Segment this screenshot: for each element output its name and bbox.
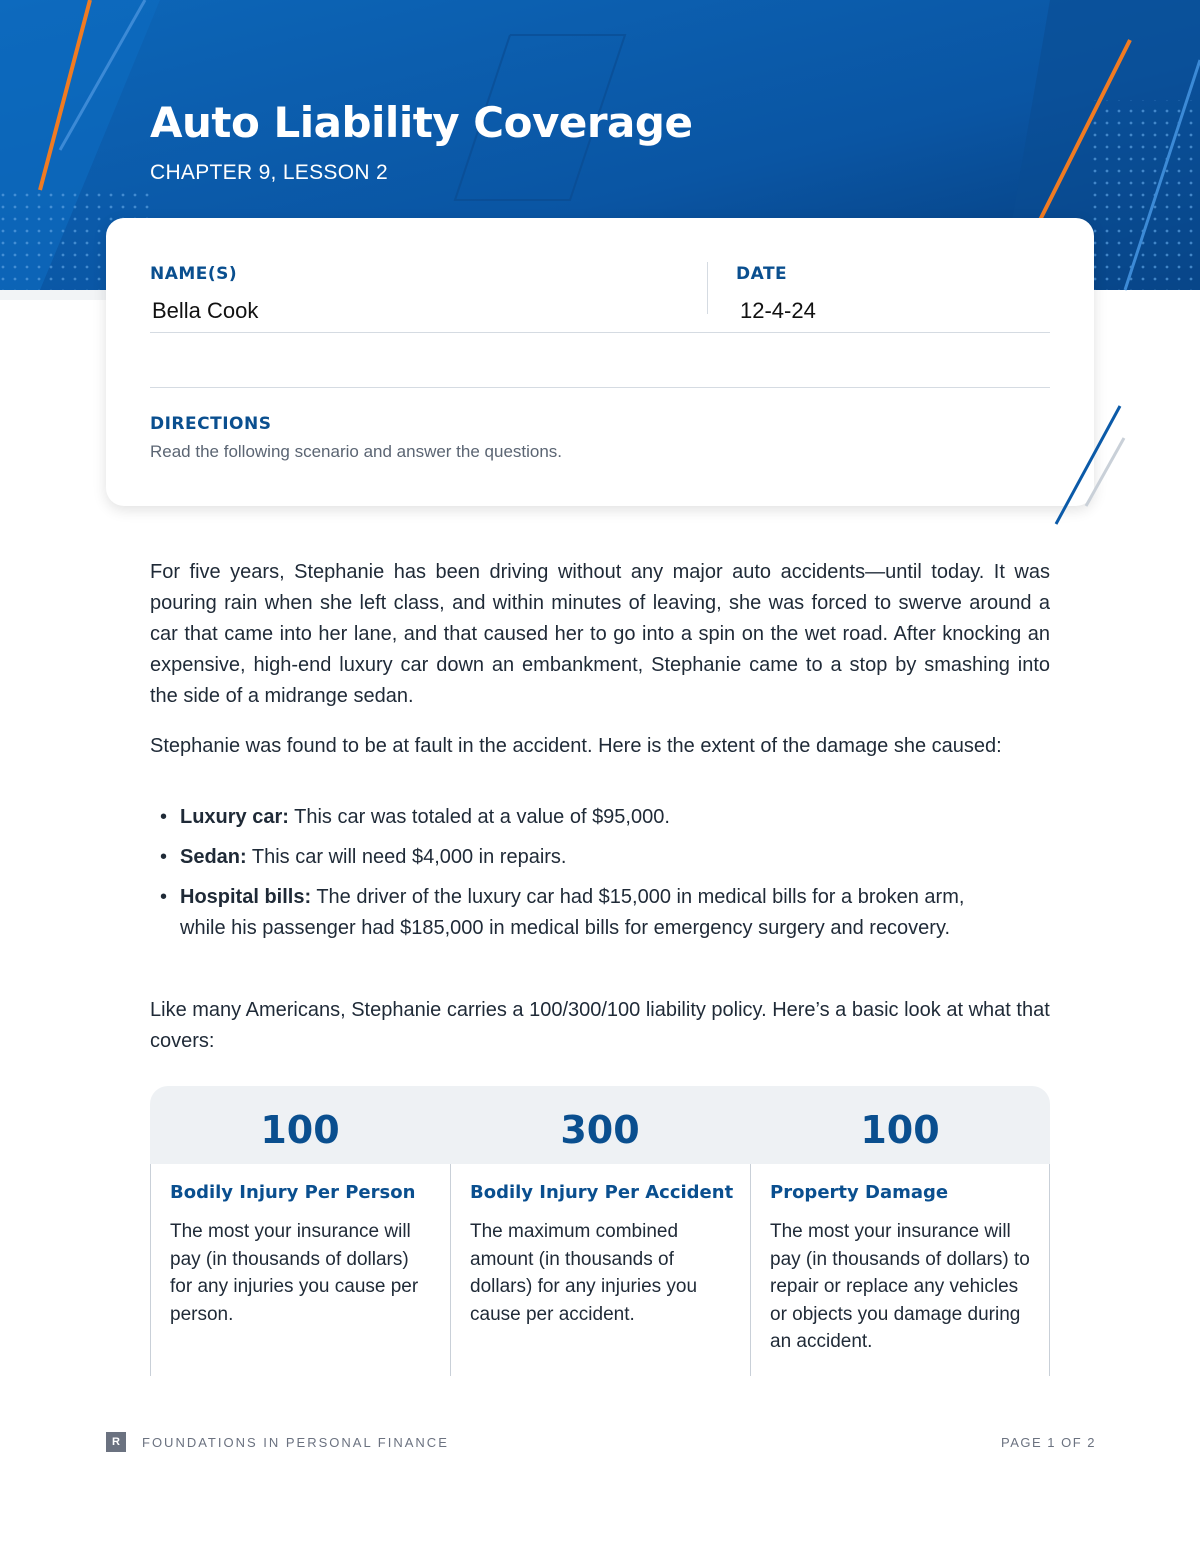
date-label: DATE: [736, 264, 788, 284]
list-item: [160, 802, 1040, 833]
list-item: [160, 882, 1040, 944]
coverage-column: [150, 1086, 450, 1376]
field-underline: [150, 332, 1050, 333]
column-separator: [150, 1164, 151, 1376]
scenario-paragraph-3: Like many Americans, Stephanie carries a 100/300/100 liability policy. Here’s a basic look at what that covers:: [150, 999, 1050, 1052]
scenario-paragraph-1: For five years, Stephanie has been driving without any major auto accidents—until today. It was pouring rain when she left class, and within minutes of leaving, she was forced to swerve around a car that came into her lane, and that caused her to go into a spin on the wet road. After knocking an expensive, high-end luxury car down an embankment, Stephanie came to a stop by smashing into the side of a midrange sedan.: [150, 561, 1050, 707]
coverage-table: [150, 1086, 1050, 1376]
brand-logo-icon: R: [106, 1432, 126, 1452]
column-separator: [450, 1164, 451, 1376]
directions-label: DIRECTIONS: [150, 414, 272, 434]
bullet-text: This car was totaled at a value of $95,000.: [288, 806, 670, 828]
coverage-number: 300: [560, 1108, 640, 1152]
bullet-text: This car will need $4,000 in repairs.: [246, 846, 567, 868]
title-block: [150, 98, 692, 185]
coverage-description: The most your insurance will pay (in thousands of dollars) to repair or replace any vehicles or objects you damage during an accident.: [770, 1221, 1030, 1352]
page-subtitle: CHAPTER 9, LESSON 2: [150, 161, 388, 184]
coverage-name: Bodily Injury Per Person: [170, 1182, 416, 1203]
damage-list: [160, 802, 1040, 953]
scenario-paragraph-2: Stephanie was found to be at fault in the accident. Here is the extent of the damage she caused:: [150, 735, 1002, 757]
coverage-column: [750, 1086, 1050, 1376]
coverage-name: Bodily Injury Per Accident: [470, 1182, 734, 1203]
coverage-description: The most your insurance will pay (in thousands of dollars) for any injuries you cause per person.: [170, 1221, 419, 1325]
bullet-term: Hospital bills:: [180, 886, 312, 908]
bullet-term: Luxury car:: [180, 806, 289, 828]
bullet-term: Sedan:: [180, 846, 247, 868]
list-item: [160, 842, 1040, 873]
column-separator: [750, 1164, 751, 1376]
names-field[interactable]: Bella Cook: [152, 298, 259, 323]
bullet-text: The driver of the luxury car had $15,000 in medical bills for a broken arm, while his passenger had $185,000 in medical bills for emergency surgery and recovery.: [180, 886, 965, 939]
coverage-description: The maximum combined amount (in thousands of dollars) for any injuries you cause per accident.: [470, 1221, 698, 1325]
page-title: Auto Liability Coverage: [150, 98, 693, 147]
names-label: NAME(S): [150, 264, 238, 284]
date-field[interactable]: 12-4-24: [740, 298, 816, 323]
column-separator: [1049, 1164, 1050, 1376]
page-number: PAGE 1 OF 2: [1000, 1435, 1096, 1450]
decorative-stripes: [1040, 400, 1140, 530]
field-divider: [707, 262, 708, 314]
coverage-column: [450, 1086, 750, 1376]
info-card: [106, 218, 1094, 506]
coverage-number: 100: [260, 1108, 340, 1152]
footer-brand: FOUNDATIONS IN PERSONAL FINANCE: [142, 1435, 449, 1450]
coverage-name: Property Damage: [770, 1182, 949, 1203]
directions-text: Read the following scenario and answer the questions.: [150, 442, 563, 461]
section-divider: [150, 387, 1050, 388]
coverage-number: 100: [860, 1108, 940, 1152]
page-footer: [106, 1432, 1096, 1454]
